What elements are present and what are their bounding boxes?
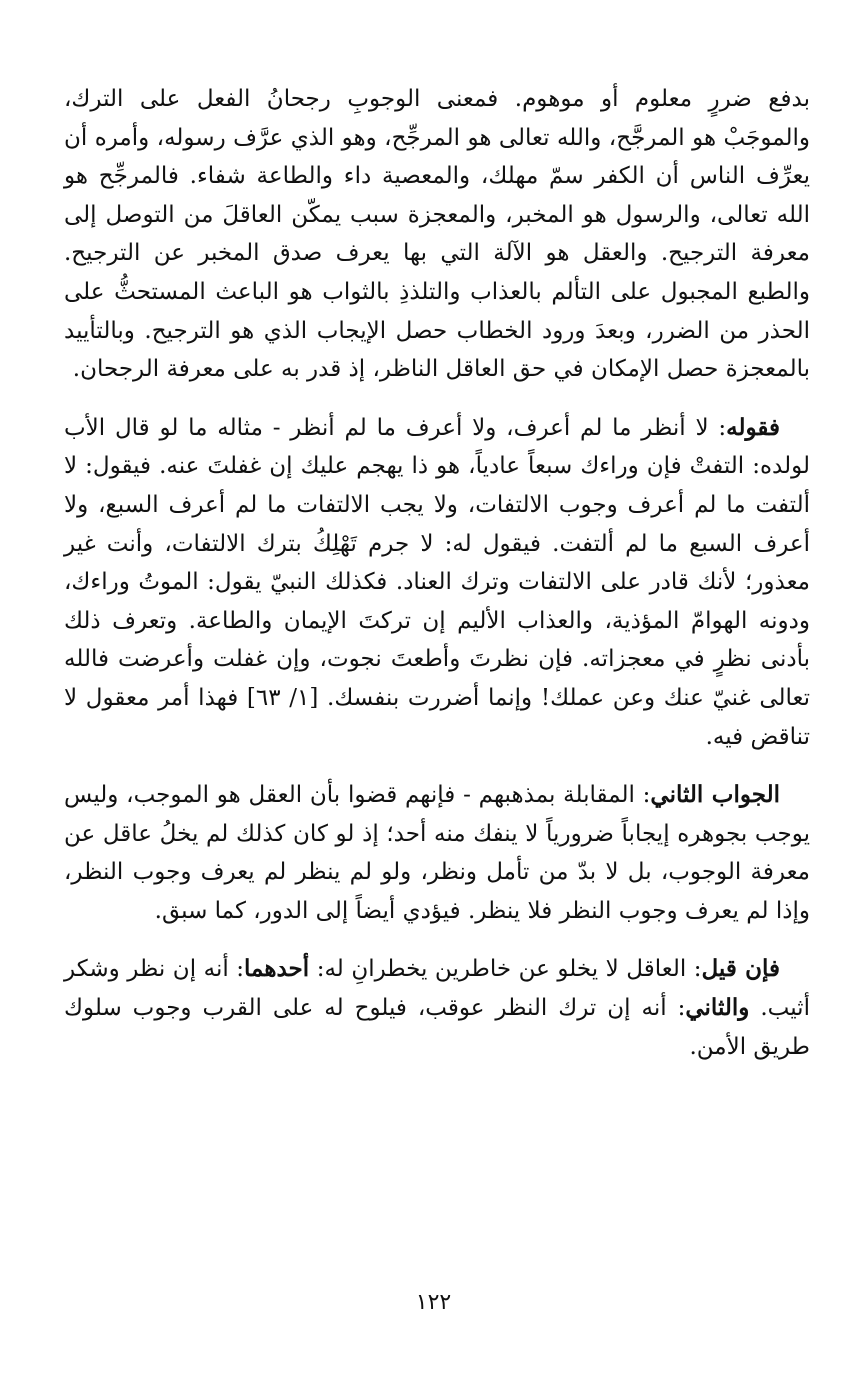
paragraph-4-text-2: : أنه إن نظر وشكر أثيب. (64, 956, 810, 1022)
paragraph-3-text: : المقابلة بمذهبهم - فإنهم قضوا بأن العقل هو الموجب، وليس يوجب بجوهره إيجاباً ضرورياً لا ينفك منه أحد؛ إذ لو كان كذلك لم يخلُ عاقل عن معرفة الوجوب، بل لا بدّ من تأمل ونظر، ولو لم ينظر لم يعرف وجوب النظر، وإذا لم يعرف وجوب النظر فلا ينظر. فيؤدي أيضاً إلى الدور، كما سبق. (64, 782, 810, 924)
paragraph-2 (64, 409, 810, 756)
paragraph-3 (64, 776, 810, 930)
paragraph-2-lead: فقوله (726, 413, 780, 441)
paragraph-2-text: : لا أنظر ما لم أعرف، ولا أعرف ما لم أنظر - مثاله ما لو قال الأب لولده: التفتْ فإن وراءك سبعاً عادياً، هو ذا يهجم عليك إن غفلتَ عنه. فيقول: لا ألتفت ما لم أعرف وجوب الالتفات، ولا يجب الالتفات ما لم أعرف السبع، ولا أعرف السبع ما لم ألتفت. فيقول له: لا جرم تَهْلِكُ بترك الالتفات، وأنت غير معذور؛ لأنك قادر على الالتفات وترك العناد. فكذلك النبيّ يقول: الموتُ وراءك، ودونه الهوامّ المؤذية، والعذاب الأليم إن تركتَ الإيمان والطاعة. وتعرف ذلك بأدنى نظرٍ في معجزاته. فإن نظرتَ وأطعتَ نجوت، وإن غفلت وأعرضت فالله تعالى غنيّ عنك وعن عملك! وإنما أضررت بنفسك. [١/ ٦٣] فهذا أمر معقول لا تناقض فيه. (64, 414, 811, 750)
book-page-text (64, 80, 810, 1066)
paragraph-4-lead-2: أحدهما (244, 955, 310, 983)
paragraph-4-lead: فإن قيل (701, 955, 780, 983)
paragraph-4-text: : العاقل لا يخلو عن خاطرين يخطرانِ له: (309, 956, 702, 983)
page-number: ١٢٢ (415, 1290, 452, 1315)
paragraph-4-text-3: : أنه إن ترك النظر عوقب، فيلوح له على القرب وجوب سلوك طريق الأمن. (64, 995, 810, 1060)
paragraph-1 (64, 80, 810, 389)
paragraph-1-text: بدفع ضررٍ معلوم أو موهوم. فمعنى الوجوبِ رجحانُ الفعل على الترك، والموجَبْ هو المرجَّح، والله تعالى هو المرجِّح، وهو الذي عرَّف رسوله، وأمره أن يعرِّف الناس أن الكفر سمّ مهلك، والمعصية داء والطاعة شفاء. فالمرجِّح هو الله تعالى، والرسول هو المخبر، والمعجزة سبب يمكّن العاقلَ من التوصل إلى معرفة الترجيح. والعقل هو الآلة التي بها يعرف صدق المخبر عن الترجيح. والطبع المجبول على التألم بالعذاب والتلذذِ بالثواب هو الباعث المستحثُّ على الحذر من الضرر، وبعدَ ورود الخطاب حصل الإيجاب الذي هو الترجيح. وبالتأييد بالمعجزة حصل الإمكان في حق العاقل الناظر، إذ قدر به على معرفة الرجحان. (64, 86, 810, 383)
paragraph-3-lead: الجواب الثاني (650, 781, 780, 809)
paragraph-4 (64, 950, 810, 1066)
paragraph-4-lead-3: والثاني (685, 994, 750, 1022)
